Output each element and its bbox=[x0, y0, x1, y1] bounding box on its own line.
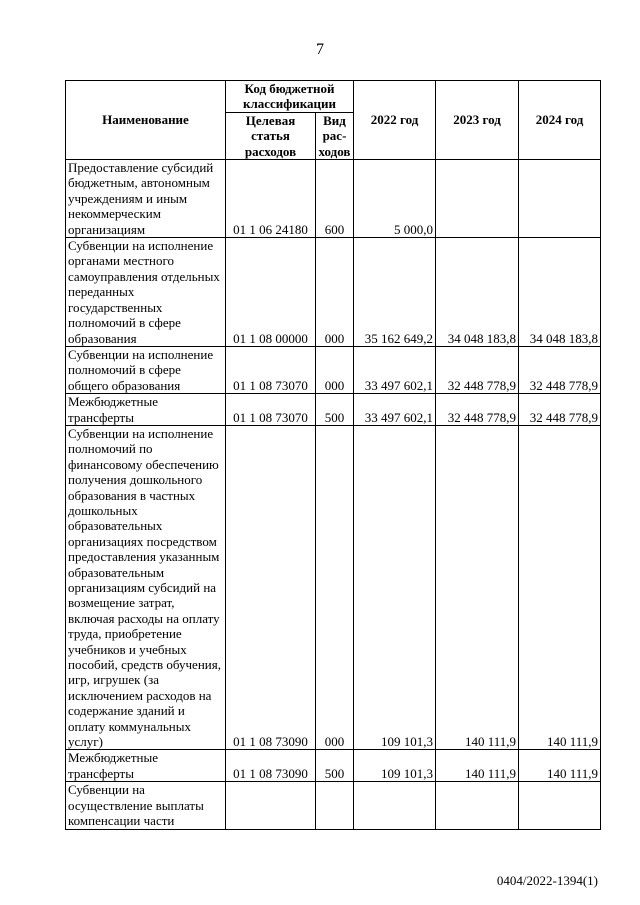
row-2022: 109 101,3 bbox=[354, 750, 436, 782]
row-kind: 000 bbox=[316, 238, 354, 347]
table-row bbox=[66, 346, 601, 393]
row-name: Субвенции на исполнение полномочий по финансовому обеспечению получения дошкольного образования в частных дошкольных образовательных организациях посредством предоставления указанным образовательным организациям субсидий на возмещение затрат, включая расходы на оплату труда, приобретение учебников и учебных пособий, средств обучения, игр, игрушек (за исключением расходов на содержание зданий и оплату коммунальных услуг) bbox=[66, 425, 226, 750]
row-2024: 140 111,9 bbox=[519, 750, 601, 782]
row-2023: 32 448 778,9 bbox=[436, 394, 519, 426]
row-2022: 35 162 649,2 bbox=[354, 238, 436, 347]
row-2024: 32 448 778,9 bbox=[519, 346, 601, 393]
row-2024: 140 111,9 bbox=[519, 425, 601, 750]
row-2023 bbox=[436, 782, 519, 829]
header-2024: 2024 год bbox=[519, 81, 601, 160]
row-kind: 600 bbox=[316, 160, 354, 238]
header-name: Наименование bbox=[66, 81, 226, 160]
row-code: 01 1 06 24180 bbox=[226, 160, 316, 238]
row-code: 01 1 08 73070 bbox=[226, 346, 316, 393]
row-code: 01 1 08 73090 bbox=[226, 425, 316, 750]
row-2023: 34 048 183,8 bbox=[436, 238, 519, 347]
row-2022: 5 000,0 bbox=[354, 160, 436, 238]
table-row bbox=[66, 394, 601, 426]
row-2022: 33 497 602,1 bbox=[354, 346, 436, 393]
row-2024 bbox=[519, 782, 601, 829]
row-name: Субвенции на исполнение полномочий в сфере общего образования bbox=[66, 346, 226, 393]
row-2024: 32 448 778,9 bbox=[519, 394, 601, 426]
row-name: Межбюджетные трансферты bbox=[66, 750, 226, 782]
table-row bbox=[66, 160, 601, 238]
row-name: Субвенции на исполнение органами местного самоуправления отдельных переданных государственных полномочий в сфере образования bbox=[66, 238, 226, 347]
row-2022: 33 497 602,1 bbox=[354, 394, 436, 426]
row-2023: 140 111,9 bbox=[436, 425, 519, 750]
row-code: 01 1 08 73070 bbox=[226, 394, 316, 426]
header-target: Целевая статья расходов bbox=[226, 112, 316, 159]
row-2022 bbox=[354, 782, 436, 829]
header-code-group: Код бюджетной классификации bbox=[226, 81, 354, 113]
row-kind bbox=[316, 782, 354, 829]
header-row-top bbox=[66, 81, 601, 113]
table-row bbox=[66, 782, 601, 829]
row-2024 bbox=[519, 160, 601, 238]
row-kind: 500 bbox=[316, 750, 354, 782]
budget-table bbox=[65, 80, 601, 830]
row-code bbox=[226, 782, 316, 829]
page-number: 7 bbox=[316, 41, 324, 58]
row-name: Предоставление субсидий бюджетным, автономным учреждениям и иным некоммерческим организациям bbox=[66, 160, 226, 238]
row-2023: 32 448 778,9 bbox=[436, 346, 519, 393]
row-2024: 34 048 183,8 bbox=[519, 238, 601, 347]
row-kind: 000 bbox=[316, 425, 354, 750]
table-row bbox=[66, 238, 601, 347]
row-name: Межбюджетные трансферты bbox=[66, 394, 226, 426]
row-kind: 000 bbox=[316, 346, 354, 393]
row-code: 01 1 08 73090 bbox=[226, 750, 316, 782]
table-row bbox=[66, 425, 601, 750]
row-code: 01 1 08 00000 bbox=[226, 238, 316, 347]
row-name: Субвенции на осуществление выплаты компенсации части bbox=[66, 782, 226, 829]
row-kind: 500 bbox=[316, 394, 354, 426]
document-code: 0404/2022-1394(1) bbox=[496, 873, 598, 888]
header-kind: Вид рас-ходов bbox=[316, 112, 354, 159]
header-2023: 2023 год bbox=[436, 81, 519, 160]
row-2022: 109 101,3 bbox=[354, 425, 436, 750]
row-2023: 140 111,9 bbox=[436, 750, 519, 782]
table-row bbox=[66, 750, 601, 782]
row-2023 bbox=[436, 160, 519, 238]
header-2022: 2022 год bbox=[354, 81, 436, 160]
